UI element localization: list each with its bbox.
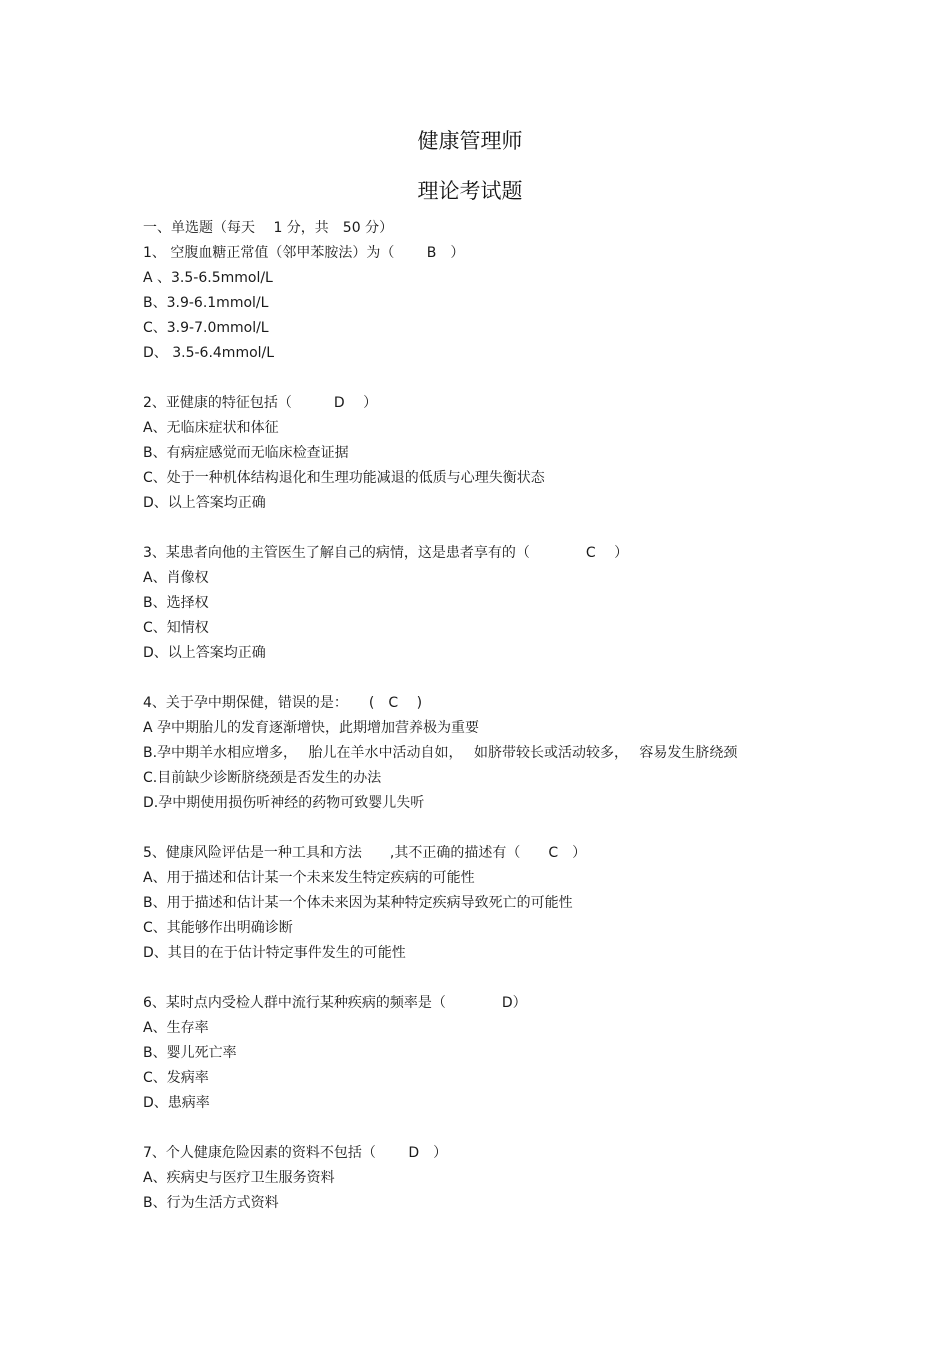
question-stem: 1、 空腹血糖正常值（邻甲苯胺法）为（ B ） — [143, 245, 465, 261]
question-7 — [143, 1141, 863, 1216]
question-stem: 5、健康风险评估是一种工具和方法 ,其不正确的描述有（ C ） — [143, 845, 587, 861]
option-a: A、生存率 — [143, 1020, 209, 1036]
document-body — [143, 216, 863, 1216]
option-c: C、处于一种机体结构退化和生理功能减退的低质与心理失衡状态 — [143, 470, 545, 486]
question-stem: 7、个人健康危险因素的资料不包括（ D ） — [143, 1145, 448, 1161]
option-b: B、有病症感觉而无临床检查证据 — [143, 445, 349, 461]
option-c: C、发病率 — [143, 1070, 209, 1086]
question-6 — [143, 991, 863, 1116]
option-d: D、以上答案均正确 — [143, 645, 266, 661]
option-d: D、患病率 — [143, 1095, 210, 1111]
option-b: B.孕中期羊水相应增多， 胎儿在羊水中活动自如， 如脐带较长或活动较多， 容易发生脐绕颈 — [143, 745, 738, 761]
spacer — [143, 816, 863, 841]
option-a: A 、3.5-6.5mmol/L — [143, 270, 273, 286]
option-a: A、用于描述和估计某一个未来发生特定疾病的可能性 — [143, 870, 475, 886]
option-a: A、疾病史与医疗卫生服务资料 — [143, 1170, 335, 1186]
question-5 — [143, 841, 863, 966]
option-b: B、行为生活方式资料 — [143, 1195, 279, 1211]
option-b: B、婴儿死亡率 — [143, 1045, 237, 1061]
option-b: B、用于描述和估计某一个体未来因为某种特定疾病导致死亡的可能性 — [143, 895, 573, 911]
option-c: C、其能够作出明确诊断 — [143, 920, 293, 936]
question-stem: 2、亚健康的特征包括（ D ） — [143, 395, 378, 411]
option-b: B、选择权 — [143, 595, 209, 611]
spacer — [143, 966, 863, 991]
document-subtitle: 理论考试题 — [417, 179, 523, 203]
question-4 — [143, 691, 863, 816]
option-c: C.目前缺少诊断脐绕颈是否发生的办法 — [143, 770, 382, 786]
option-a: A、无临床症状和体征 — [143, 420, 279, 436]
option-a: A 孕中期胎儿的发育逐渐增快，此期增加营养极为重要 — [143, 720, 480, 736]
option-d: D.孕中期使用损伤听神经的药物可致婴儿失听 — [143, 795, 425, 811]
spacer — [143, 1116, 863, 1141]
option-d: D、以上答案均正确 — [143, 495, 266, 511]
question-3 — [143, 541, 863, 666]
option-c: C、知情权 — [143, 620, 209, 636]
spacer — [143, 516, 863, 541]
option-a: A、肖像权 — [143, 570, 209, 586]
spacer — [143, 666, 863, 691]
option-c: C、3.9-7.0mmol/L — [143, 320, 269, 336]
spacer — [143, 366, 863, 391]
question-stem: 3、某患者向他的主管医生了解自己的病情，这是患者享有的（ C ） — [143, 545, 629, 561]
option-d: D、其目的在于估计特定事件发生的可能性 — [143, 945, 406, 961]
document-title: 健康管理师 — [417, 129, 523, 153]
question-stem: 4、关于孕中期保健，错误的是： ( C ) — [143, 695, 423, 711]
option-d: D、 3.5-6.4mmol/L — [143, 345, 275, 361]
question-2 — [143, 391, 863, 516]
question-stem: 6、某时点内受检人群中流行某种疾病的频率是（ D） — [143, 995, 527, 1011]
question-1 — [143, 241, 863, 366]
section-heading: 一、单选题（每天 1 分，共 50 分） — [143, 220, 394, 236]
option-b: B、3.9-6.1mmol/L — [143, 295, 269, 311]
